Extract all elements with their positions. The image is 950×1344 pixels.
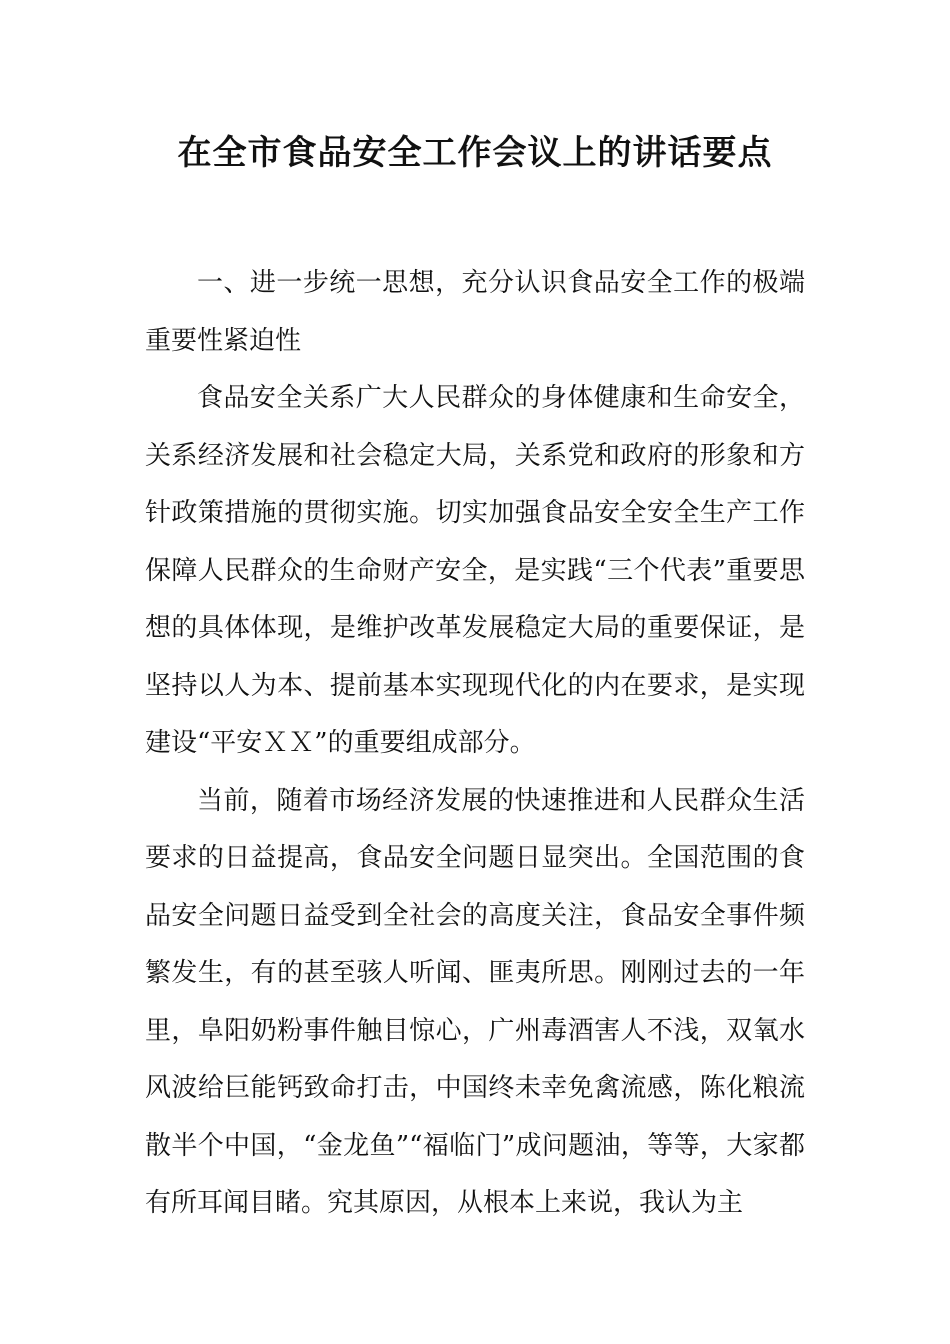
section-heading: 一、进一步统一思想，充分认识食品安全工作的极端重要性紧迫性 [145,268,805,356]
page-title: 在全市食品安全工作会议上的讲话要点 [177,133,773,173]
body-paragraph: 食品安全关系广大人民群众的身体健康和生命安全，关系经济发展和社会稳定大局，关系党和政府的形象和方针政策措施的贯彻实施。切实加强食品安全安全生产工作保障人民群众的生命财产安全，是实践“三个代表”重要思想的具体体现，是维护改革发展稳定大局的重要保证，是坚持以人为本、提前基本实现现代化的内在要求，是实现建设“平安ＸＸ”的重要组成部分。 [145,383,805,758]
body-paragraph: 当前，随着市场经济发展的快速推进和人民群众生活要求的日益提高，食品安全问题日显突出。全国范围的食品安全问题日益受到全社会的高度关注，食品安全事件频繁发生，有的甚至骇人听闻、匪夷所思。刚刚过去的一年里，阜阳奶粉事件触目惊心，广州毒酒害人不浅，双氧水风波给巨能钙致命打击，中国终未幸免禽流感，陈化粮流散半个中国，“金龙鱼”“福临门”成问题油，等等，大家都有所耳闻目睹。究其原因，从根本上来说，我认为主 [145,785,805,1218]
document-body [145,255,805,1233]
